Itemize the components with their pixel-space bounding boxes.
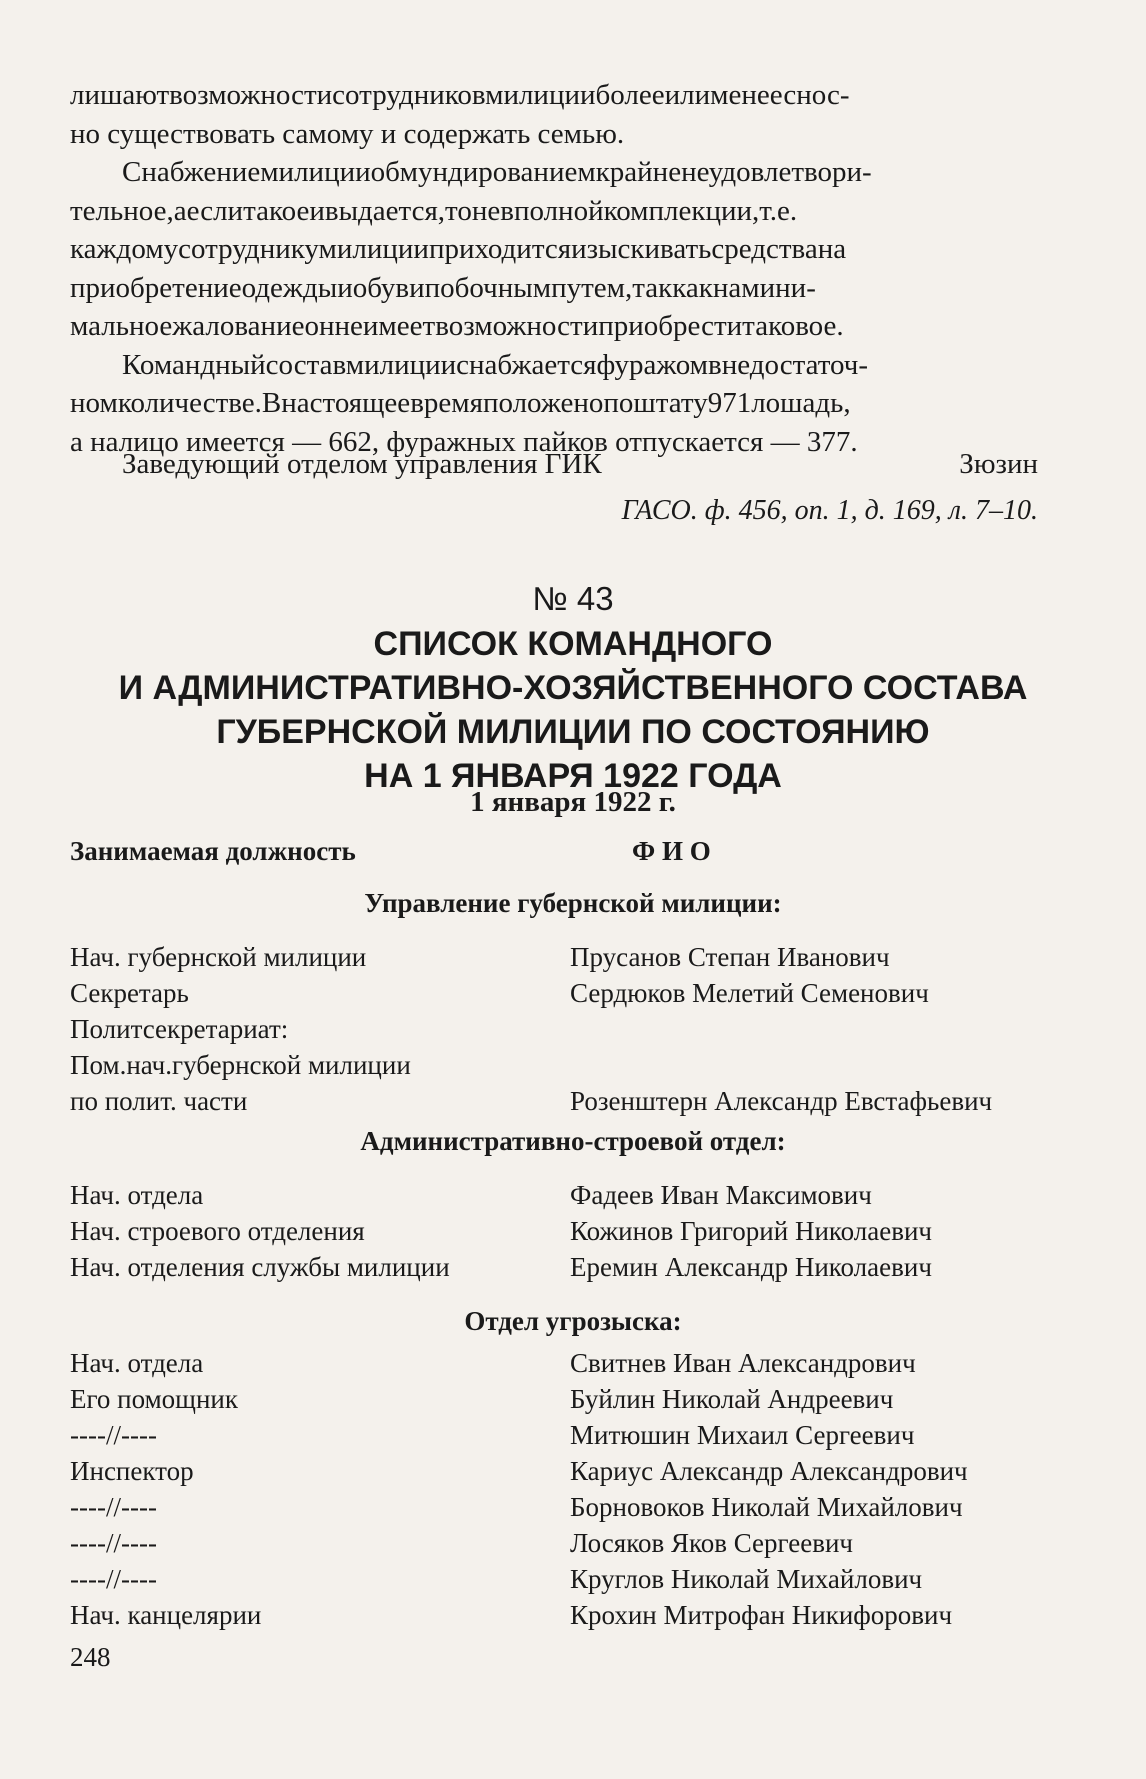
position-cell: Инспектор	[70, 1456, 194, 1486]
position-cell: Секретарь	[70, 978, 189, 1008]
fio-cell: Свитнев Иван Александрович	[570, 1348, 916, 1378]
fio-cell: Крохин Митрофан Никифорович	[570, 1600, 953, 1630]
position-cell: Нач. отделения службы милиции	[70, 1252, 450, 1282]
fio-cell: Борновоков Николай Михайлович	[570, 1492, 963, 1522]
position-cell: ----//----	[70, 1564, 157, 1594]
table-row	[70, 942, 1038, 978]
text-line: лишаютвозможностисотрудниковмилицииболееилименееснос-	[70, 79, 850, 111]
fio-cell: Кожинов Григорий Николаевич	[570, 1216, 933, 1246]
signatory-name: Зюзин	[959, 448, 1038, 480]
section-title: Отдел угрозыска:	[464, 1306, 682, 1336]
body-paragraph	[70, 76, 1038, 461]
section-title: Административно-строевой отдел:	[360, 1126, 786, 1156]
title-line: НА 1 ЯНВАРЯ 1922 ГОДА	[364, 757, 782, 795]
column-header-fio: Ф И О	[632, 836, 711, 866]
position-cell: Нач. отдела	[70, 1180, 204, 1210]
position-cell: Его помощник	[70, 1384, 238, 1414]
column-header-position: Занимаемая должность	[70, 836, 356, 866]
fio-cell: Буйлин Николай Андреевич	[570, 1384, 894, 1414]
text-line: Командныйсоставмилицииснабжаетсяфуражомвнедостаточ-	[122, 348, 869, 381]
table-row	[70, 1014, 1038, 1050]
table-row	[70, 1050, 1038, 1086]
document-title	[0, 622, 1146, 798]
text-line: но существовать самому и содержать семью.	[70, 117, 625, 150]
title-line: ГУБЕРНСКОЙ МИЛИЦИИ ПО СОСТОЯНИЮ	[216, 713, 930, 751]
table-row	[70, 1492, 1038, 1528]
fio-cell: Кариус Александр Александрович	[570, 1456, 968, 1486]
document-date: 1 января 1922 г.	[470, 786, 676, 818]
text-line: мальноежалованиеоннеимеетвозможностиприобреститаковое.	[70, 310, 844, 342]
signature-line	[70, 448, 1038, 481]
text-line: каждомусотрудникумилицииприходитсяизыскиватьсредствана	[70, 233, 847, 265]
page-number: 248	[70, 1642, 111, 1672]
fio-cell: Прусанов Степан Иванович	[570, 942, 890, 972]
text-line: а налицо имеется — 662, фуражных пайков отпускается — 377.	[70, 425, 858, 458]
fio-cell: Сердюков Мелетий Семенович	[570, 978, 929, 1008]
position-cell: Нач. губернской милиции	[70, 942, 367, 972]
document-number: № 43	[532, 580, 614, 617]
table-row	[70, 1420, 1038, 1456]
position-cell: Нач. строевого отделения	[70, 1216, 365, 1246]
text-line: тельное,аеслитакоеивыдается,тоневполнойкомплекции,т.е.	[70, 194, 798, 227]
position-cell: Пом.нач.губернской милиции	[70, 1050, 411, 1080]
fio-cell: Фадеев Иван Максимович	[570, 1180, 872, 1210]
text-line: номколичестве.Внастоящеевремяположенопоштату971лошадь,	[70, 387, 851, 419]
position-cell: ----//----	[70, 1492, 157, 1522]
table-row	[70, 978, 1038, 1014]
table-row	[70, 1564, 1038, 1600]
table-row	[70, 1086, 1038, 1122]
table-row	[70, 1252, 1038, 1288]
table-row	[70, 1384, 1038, 1420]
position-cell: ----//----	[70, 1528, 157, 1558]
signatory-position: Заведующий отделом управления ГИК	[122, 448, 602, 480]
title-line: И АДМИНИСТРАТИВНО-ХОЗЯЙСТВЕННОГО СОСТАВА	[118, 669, 1028, 707]
position-cell: Нач. канцелярии	[70, 1600, 262, 1630]
table-row	[70, 1456, 1038, 1492]
table-row	[70, 1600, 1038, 1636]
text-line: Снабжениемилицииобмундированиемкрайненеудовлетвори-	[122, 156, 872, 188]
archive-source: ГАСО. ф. 456, оп. 1, д. 169, л. 7–10.	[621, 495, 1038, 526]
fio-cell: Еремин Александр Николаевич	[570, 1252, 932, 1282]
text-line: приобретениеодеждыиобувипобочнымпутем,таккакнамини-	[70, 271, 816, 304]
table-row	[70, 1348, 1038, 1384]
position-cell: Нач. отдела	[70, 1348, 204, 1378]
position-cell: Политсекретариат:	[70, 1014, 289, 1044]
title-line: СПИСОК КОМАНДНОГО	[373, 625, 773, 663]
section-title: Управление губернской милиции:	[364, 888, 782, 918]
table-row	[70, 1216, 1038, 1252]
position-cell: ----//----	[70, 1420, 157, 1450]
fio-cell: Лосяков Яков Сергеевич	[570, 1528, 853, 1558]
fio-cell: Митюшин Михаил Сергеевич	[570, 1420, 915, 1450]
table-row	[70, 1180, 1038, 1216]
position-cell: по полит. части	[70, 1086, 248, 1116]
fio-cell: Розенштерн Александр Евстафьевич	[570, 1086, 993, 1116]
fio-cell: Круглов Николай Михайлович	[570, 1564, 923, 1594]
table-row	[70, 1528, 1038, 1564]
